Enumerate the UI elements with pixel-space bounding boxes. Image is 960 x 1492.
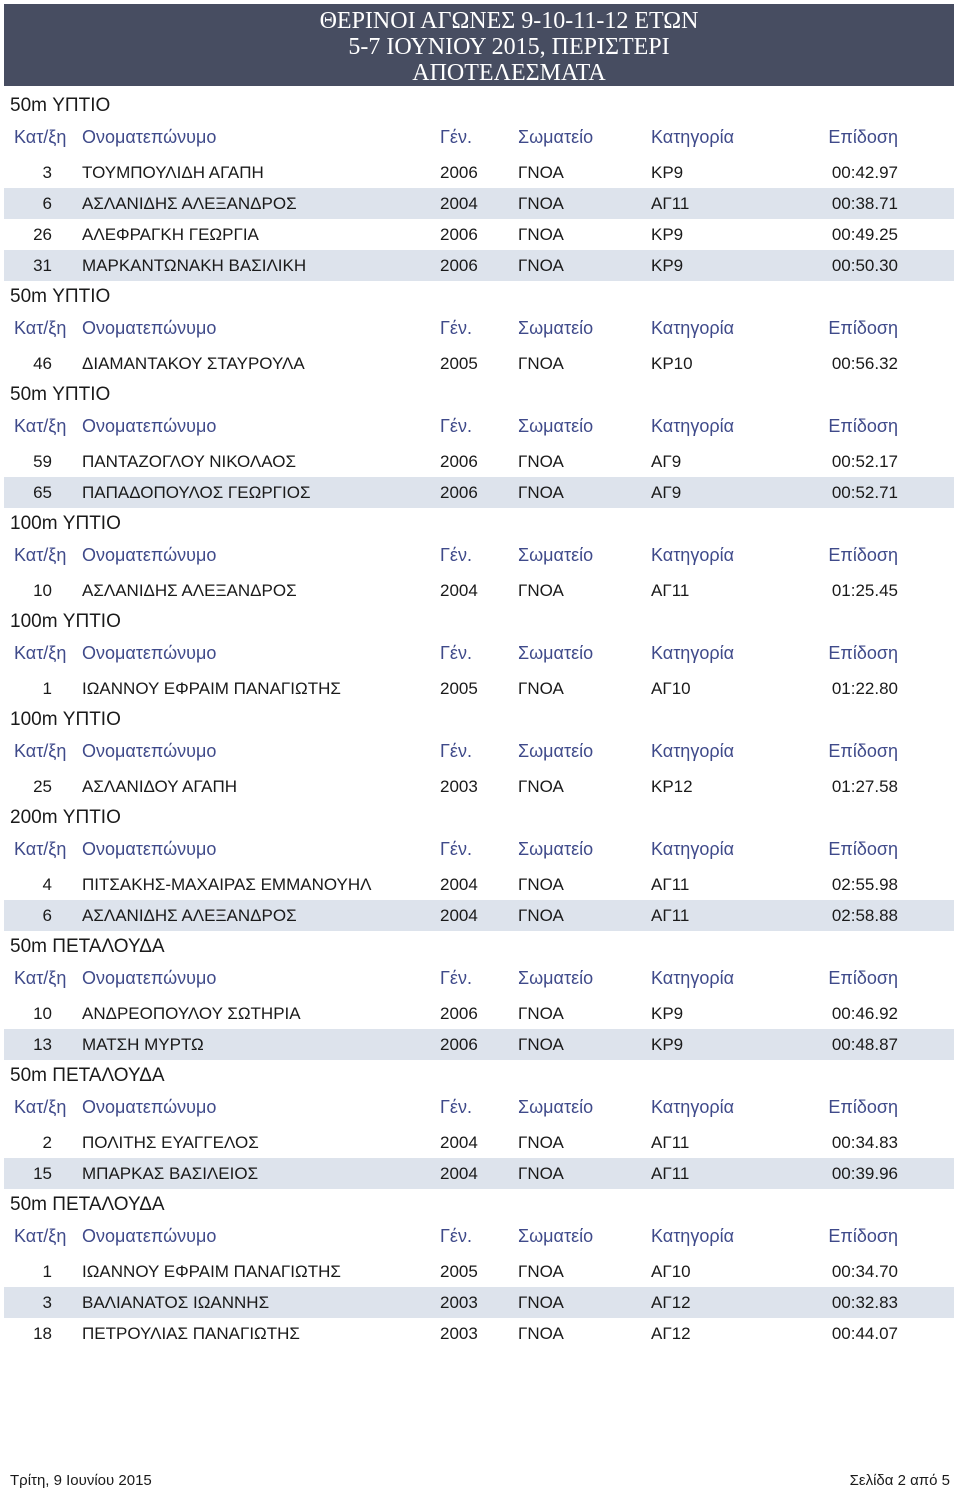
cell-rank: 2 <box>42 1133 52 1152</box>
column-header-rank: Κατ/ξη <box>14 1097 67 1117</box>
cell-year: 2006 <box>440 225 478 244</box>
column-header-name: Ονοματεπώνυμο <box>82 839 217 859</box>
column-header-year: Γέν. <box>440 545 472 565</box>
cell-name: ΑΝΔΡΕΟΠΟΥΛΟΥ ΣΩΤΗΡΙΑ <box>82 1004 301 1023</box>
column-header-name: Ονοματεπώνυμο <box>82 416 217 436</box>
cell-year: 2003 <box>440 1324 478 1343</box>
column-header-time: Επίδοση <box>828 545 898 565</box>
column-header-club: Σωματείο <box>518 968 594 988</box>
event-section <box>4 508 954 606</box>
cell-club: ΓΝΟΑ <box>518 354 564 373</box>
column-header-club: Σωματείο <box>518 127 594 147</box>
column-header-time: Επίδοση <box>828 1226 898 1246</box>
cell-rank: 1 <box>42 1262 52 1281</box>
cell-category: ΑΓ11 <box>651 875 690 894</box>
column-header-category: Κατηγορία <box>651 416 734 436</box>
event-title-heading: 50m ΥΠΤΙΟ <box>10 95 111 116</box>
cell-rank: 3 <box>42 1293 52 1312</box>
cell-club: ΓΝΟΑ <box>518 163 564 182</box>
cell-time: 00:52.71 <box>831 483 898 502</box>
cell-category: ΑΓ11 <box>651 581 690 600</box>
cell-name: ΑΛΕΦΡΑΓΚΗ ΓΕΩΡΓΙΑ <box>82 225 259 244</box>
column-header-rank: Κατ/ξη <box>14 545 67 565</box>
column-header-year: Γέν. <box>440 416 472 436</box>
table-row <box>4 219 954 250</box>
table-header <box>4 122 954 154</box>
event-title-heading: 100m ΥΠΤΙΟ <box>10 611 121 632</box>
cell-rank: 10 <box>33 1004 52 1023</box>
cell-year: 2006 <box>440 1035 478 1054</box>
column-header-year: Γέν. <box>440 643 472 663</box>
cell-time: 00:48.87 <box>831 1035 898 1054</box>
cell-rank: 1 <box>42 679 52 698</box>
column-header-name: Ονοματεπώνυμο <box>82 545 217 565</box>
table-header <box>4 834 954 866</box>
column-header-rank: Κατ/ξη <box>14 416 67 436</box>
page-header <box>4 4 954 86</box>
event-title-heading: 50m ΥΠΤΙΟ <box>10 384 111 405</box>
column-header-category: Κατηγορία <box>651 318 734 338</box>
cell-name: ΠΟΛΙΤΗΣ ΕΥΑΓΓΕΛΟΣ <box>82 1133 259 1152</box>
table-row <box>4 477 954 508</box>
cell-time: 00:50.30 <box>831 256 898 275</box>
column-header-name: Ονοματεπώνυμο <box>82 643 217 663</box>
cell-time: 00:42.97 <box>831 163 898 182</box>
cell-rank: 31 <box>33 256 52 275</box>
table-row <box>4 1318 954 1349</box>
cell-category: ΚΡ10 <box>651 354 693 373</box>
cell-category: ΑΓ12 <box>651 1293 691 1312</box>
event-section <box>4 802 954 931</box>
event-section <box>4 281 954 379</box>
table-row <box>4 673 954 704</box>
column-header-rank: Κατ/ξη <box>14 968 67 988</box>
cell-rank: 4 <box>42 875 52 894</box>
column-header-time: Επίδοση <box>828 643 898 663</box>
cell-time: 00:38.71 <box>831 194 898 213</box>
cell-name: ΠΕΤΡΟΥΛΙΑΣ ΠΑΝΑΓΙΩΤΗΣ <box>82 1324 300 1343</box>
table-header <box>4 1092 954 1124</box>
results-heading: ΑΠΟΤΕΛΕΣΜΑΤΑ <box>412 60 606 86</box>
event-title-heading: 100m ΥΠΤΙΟ <box>10 513 121 534</box>
cell-name: ΒΑΛΙΑΝΑΤΟΣ ΙΩΑΝΝΗΣ <box>82 1293 270 1312</box>
column-header-club: Σωματείο <box>518 416 594 436</box>
column-header-time: Επίδοση <box>828 318 898 338</box>
table-row <box>4 1127 954 1158</box>
column-header-category: Κατηγορία <box>651 127 734 147</box>
table-row <box>4 1029 954 1060</box>
table-row <box>4 250 954 281</box>
cell-name: ΑΣΛΑΝΙΔΗΣ ΑΛΕΞΑΝΔΡΟΣ <box>82 194 297 213</box>
column-header-club: Σωματείο <box>518 318 594 338</box>
cell-year: 2004 <box>440 875 478 894</box>
table-header <box>4 313 954 345</box>
cell-club: ΓΝΟΑ <box>518 1262 564 1281</box>
cell-rank: 25 <box>33 777 52 796</box>
table-header <box>4 963 954 995</box>
column-header-rank: Κατ/ξη <box>14 1226 67 1246</box>
event-section <box>4 90 954 281</box>
cell-club: ΓΝΟΑ <box>518 1164 564 1183</box>
table-row <box>4 869 954 900</box>
cell-year: 2005 <box>440 679 478 698</box>
cell-year: 2004 <box>440 581 478 600</box>
cell-rank: 13 <box>33 1035 52 1054</box>
event-section <box>4 606 954 704</box>
cell-category: ΑΓ9 <box>651 483 682 502</box>
cell-category: ΑΓ10 <box>651 679 691 698</box>
results-list <box>4 90 954 1349</box>
column-header-rank: Κατ/ξη <box>14 318 67 338</box>
cell-name: ΠΑΝΤΑΖΟΓΛΟΥ ΝΙΚΟΛΑΟΣ <box>82 452 296 471</box>
cell-club: ΓΝΟΑ <box>518 452 564 471</box>
cell-year: 2006 <box>440 452 478 471</box>
cell-time: 00:32.83 <box>831 1293 898 1312</box>
cell-category: ΚΡ9 <box>651 225 684 244</box>
column-header-name: Ονοματεπώνυμο <box>82 318 217 338</box>
cell-category: ΑΓ11 <box>651 1133 690 1152</box>
cell-category: ΑΓ11 <box>651 1164 690 1183</box>
cell-name: ΑΣΛΑΝΙΔΗΣ ΑΛΕΞΑΝΔΡΟΣ <box>82 581 297 600</box>
cell-name: ΜΑΤΣΗ ΜΥΡΤΩ <box>82 1035 204 1054</box>
column-header-club: Σωματείο <box>518 1226 594 1246</box>
event-section <box>4 1060 954 1189</box>
cell-year: 2003 <box>440 777 478 796</box>
cell-rank: 59 <box>33 452 52 471</box>
column-header-category: Κατηγορία <box>651 741 734 761</box>
cell-year: 2003 <box>440 1293 478 1312</box>
cell-year: 2006 <box>440 483 478 502</box>
event-title-heading: 100m ΥΠΤΙΟ <box>10 709 121 730</box>
column-header-year: Γέν. <box>440 839 472 859</box>
cell-category: ΚΡ12 <box>651 777 693 796</box>
event-section <box>4 704 954 802</box>
cell-rank: 15 <box>33 1164 52 1183</box>
column-header-time: Επίδοση <box>828 741 898 761</box>
footer-date: Τρίτη, 9 Ιουνίου 2015 <box>10 1472 152 1489</box>
table-header <box>4 1221 954 1253</box>
cell-year: 2004 <box>440 194 478 213</box>
cell-club: ΓΝΟΑ <box>518 679 564 698</box>
table-row <box>4 157 954 188</box>
column-header-name: Ονοματεπώνυμο <box>82 968 217 988</box>
event-title-heading: 200m ΥΠΤΙΟ <box>10 807 121 828</box>
cell-name: ΠΙΤΣΑΚΗΣ-ΜΑΧΑΙΡΑΣ ΕΜΜΑΝΟΥΗΛ <box>82 875 372 894</box>
cell-club: ΓΝΟΑ <box>518 225 564 244</box>
cell-time: 00:39.96 <box>831 1164 898 1183</box>
column-header-year: Γέν. <box>440 318 472 338</box>
column-header-rank: Κατ/ξη <box>14 741 67 761</box>
cell-club: ΓΝΟΑ <box>518 581 564 600</box>
cell-category: ΚΡ9 <box>651 163 684 182</box>
event-title-heading: 50m ΠΕΤΑΛΟΥΔΑ <box>10 1194 165 1215</box>
table-row <box>4 900 954 931</box>
cell-year: 2004 <box>440 1133 478 1152</box>
column-header-category: Κατηγορία <box>651 1097 734 1117</box>
cell-club: ΓΝΟΑ <box>518 483 564 502</box>
column-header-time: Επίδοση <box>828 1097 898 1117</box>
cell-rank: 6 <box>42 906 52 925</box>
cell-time: 02:58.88 <box>831 906 898 925</box>
column-header-category: Κατηγορία <box>651 1226 734 1246</box>
cell-time: 00:34.83 <box>831 1133 898 1152</box>
cell-year: 2006 <box>440 163 478 182</box>
cell-club: ΓΝΟΑ <box>518 194 564 213</box>
column-header-time: Επίδοση <box>828 127 898 147</box>
cell-category: ΑΓ10 <box>651 1262 691 1281</box>
column-header-rank: Κατ/ξη <box>14 643 67 663</box>
cell-name: ΜΠΑΡΚΑΣ ΒΑΣΙΛΕΙΟΣ <box>82 1164 259 1183</box>
column-header-club: Σωματείο <box>518 643 594 663</box>
cell-year: 2005 <box>440 1262 478 1281</box>
column-header-category: Κατηγορία <box>651 643 734 663</box>
table-row <box>4 771 954 802</box>
event-title-heading: 50m ΠΕΤΑΛΟΥΔΑ <box>10 1065 165 1086</box>
column-header-year: Γέν. <box>440 968 472 988</box>
table-header <box>4 411 954 443</box>
event-section <box>4 1189 954 1349</box>
cell-time: 00:52.17 <box>831 452 898 471</box>
cell-rank: 10 <box>33 581 52 600</box>
cell-club: ΓΝΟΑ <box>518 256 564 275</box>
cell-club: ΓΝΟΑ <box>518 1004 564 1023</box>
table-header <box>4 736 954 768</box>
table-row <box>4 446 954 477</box>
cell-club: ΓΝΟΑ <box>518 875 564 894</box>
table-row <box>4 575 954 606</box>
column-header-time: Επίδοση <box>828 839 898 859</box>
cell-category: ΚΡ9 <box>651 256 684 275</box>
cell-time: 00:34.70 <box>831 1262 898 1281</box>
column-header-year: Γέν. <box>440 127 472 147</box>
event-section <box>4 379 954 508</box>
cell-rank: 65 <box>33 483 52 502</box>
table-row <box>4 348 954 379</box>
column-header-club: Σωματείο <box>518 741 594 761</box>
cell-category: ΚΡ9 <box>651 1004 684 1023</box>
cell-category: ΑΓ9 <box>651 452 682 471</box>
table-header <box>4 638 954 670</box>
cell-time: 00:49.25 <box>831 225 898 244</box>
column-header-time: Επίδοση <box>828 416 898 436</box>
cell-category: ΑΓ12 <box>651 1324 691 1343</box>
column-header-rank: Κατ/ξη <box>14 127 67 147</box>
footer-page-number: Σελίδα 2 από 5 <box>849 1472 950 1489</box>
cell-rank: 46 <box>33 354 52 373</box>
column-header-club: Σωματείο <box>518 545 594 565</box>
cell-name: ΙΩΑΝΝΟΥ ΕΦΡΑΙΜ ΠΑΝΑΓΙΩΤΗΣ <box>82 679 341 698</box>
column-header-name: Ονοματεπώνυμο <box>82 1226 217 1246</box>
table-row <box>4 1256 954 1287</box>
cell-rank: 26 <box>33 225 52 244</box>
cell-club: ΓΝΟΑ <box>518 1035 564 1054</box>
cell-rank: 6 <box>42 194 52 213</box>
cell-category: ΑΓ11 <box>651 194 690 213</box>
cell-time: 01:25.45 <box>831 581 898 600</box>
table-row <box>4 1287 954 1318</box>
event-date-location: 5-7 ΙΟΥΝΙΟΥ 2015, ΠΕΡΙΣΤΕΡΙ <box>348 34 670 60</box>
cell-club: ΓΝΟΑ <box>518 777 564 796</box>
cell-time: 00:56.32 <box>831 354 898 373</box>
event-title-heading: 50m ΥΠΤΙΟ <box>10 286 111 307</box>
cell-name: ΑΣΛΑΝΙΔΟΥ ΑΓΑΠΗ <box>82 777 238 796</box>
column-header-category: Κατηγορία <box>651 839 734 859</box>
table-header <box>4 540 954 572</box>
column-header-year: Γέν. <box>440 1097 472 1117</box>
table-row <box>4 998 954 1029</box>
cell-name: ΠΑΠΑΔΟΠΟΥΛΟΣ ΓΕΩΡΓΙΟΣ <box>82 483 311 502</box>
cell-rank: 18 <box>33 1324 52 1343</box>
cell-club: ΓΝΟΑ <box>518 906 564 925</box>
cell-club: ΓΝΟΑ <box>518 1133 564 1152</box>
cell-category: ΚΡ9 <box>651 1035 684 1054</box>
cell-name: ΑΣΛΑΝΙΔΗΣ ΑΛΕΞΑΝΔΡΟΣ <box>82 906 297 925</box>
table-row <box>4 1158 954 1189</box>
cell-time: 02:55.98 <box>831 875 898 894</box>
column-header-category: Κατηγορία <box>651 545 734 565</box>
event-title-heading: 50m ΠΕΤΑΛΟΥΔΑ <box>10 936 165 957</box>
cell-time: 00:46.92 <box>831 1004 898 1023</box>
cell-name: ΤΟΥΜΠΟΥΛΙΔΗ ΑΓΑΠΗ <box>82 163 264 182</box>
cell-club: ΓΝΟΑ <box>518 1324 564 1343</box>
column-header-club: Σωματείο <box>518 1097 594 1117</box>
cell-time: 01:22.80 <box>831 679 898 698</box>
cell-year: 2006 <box>440 1004 478 1023</box>
cell-year: 2005 <box>440 354 478 373</box>
cell-name: ΙΩΑΝΝΟΥ ΕΦΡΑΙΜ ΠΑΝΑΓΙΩΤΗΣ <box>82 1262 341 1281</box>
cell-time: 00:44.07 <box>831 1324 898 1343</box>
column-header-year: Γέν. <box>440 741 472 761</box>
column-header-name: Ονοματεπώνυμο <box>82 1097 217 1117</box>
cell-rank: 3 <box>42 163 52 182</box>
event-section <box>4 931 954 1060</box>
event-title: ΘΕΡΙΝΟΙ ΑΓΩΝΕΣ 9-10-11-12 ΕΤΩΝ <box>319 8 699 34</box>
column-header-club: Σωματείο <box>518 839 594 859</box>
cell-time: 01:27.58 <box>831 777 898 796</box>
table-row <box>4 188 954 219</box>
cell-club: ΓΝΟΑ <box>518 1293 564 1312</box>
cell-year: 2004 <box>440 906 478 925</box>
cell-category: ΑΓ11 <box>651 906 690 925</box>
cell-year: 2006 <box>440 256 478 275</box>
column-header-category: Κατηγορία <box>651 968 734 988</box>
column-header-rank: Κατ/ξη <box>14 839 67 859</box>
column-header-year: Γέν. <box>440 1226 472 1246</box>
column-header-time: Επίδοση <box>828 968 898 988</box>
cell-name: ΜΑΡΚΑΝΤΩΝΑΚΗ ΒΑΣΙΛΙΚΗ <box>82 256 307 275</box>
cell-name: ΔΙΑΜΑΝΤΑΚΟΥ ΣΤΑΥΡΟΥΛΑ <box>82 354 305 373</box>
column-header-name: Ονοματεπώνυμο <box>82 127 217 147</box>
column-header-name: Ονοματεπώνυμο <box>82 741 217 761</box>
cell-year: 2004 <box>440 1164 478 1183</box>
